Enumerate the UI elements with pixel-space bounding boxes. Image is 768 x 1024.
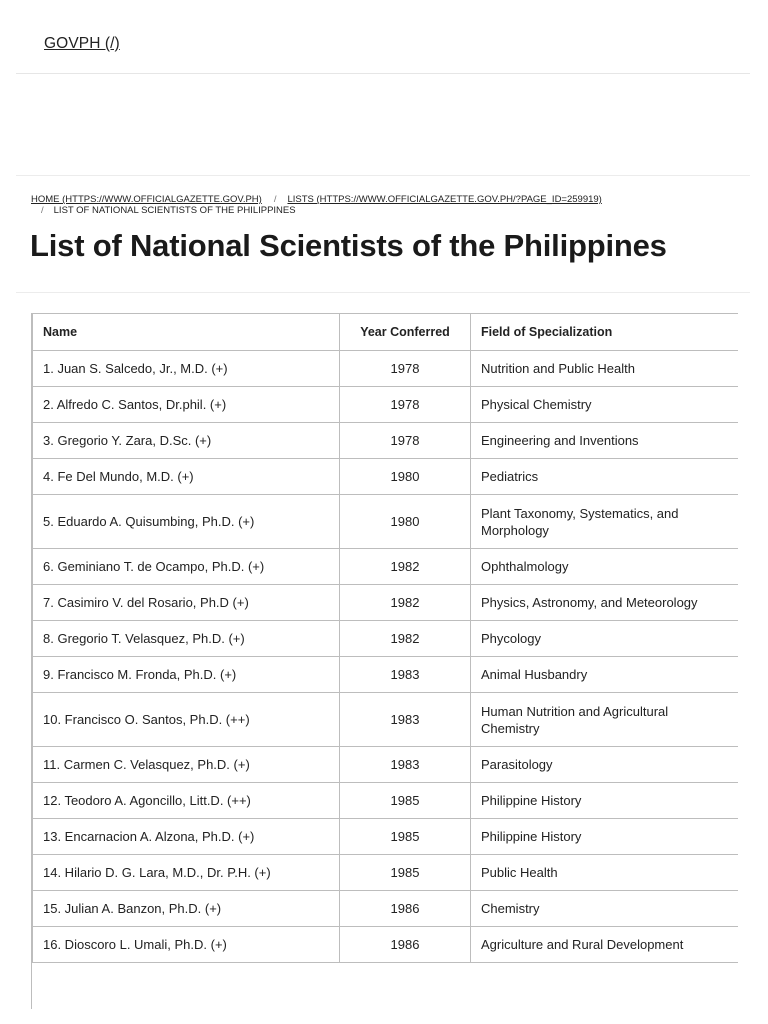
cell-field: Philippine History — [471, 819, 739, 855]
cell-name: 12. Teodoro A. Agoncillo, Litt.D. (++) — [33, 783, 340, 819]
cell-field: Pediatrics — [471, 459, 739, 495]
breadcrumb — [31, 194, 751, 216]
cell-field: Phycology — [471, 621, 739, 657]
cell-field: Physics, Astronomy, and Meteorology — [471, 585, 739, 621]
cell-name: 8. Gregorio T. Velasquez, Ph.D. (+) — [33, 621, 340, 657]
scientists-table — [32, 313, 738, 963]
table-row — [33, 585, 739, 621]
cell-field: Ophthalmology — [471, 549, 739, 585]
top-navbar — [16, 0, 750, 74]
table-row — [33, 459, 739, 495]
cell-field: Plant Taxonomy, Systematics, and Morphology — [471, 495, 739, 549]
breadcrumb-separator: / — [41, 205, 44, 216]
banner-space — [16, 74, 750, 176]
cell-year: 1986 — [340, 927, 471, 963]
cell-name: 11. Carmen C. Velasquez, Ph.D. (+) — [33, 747, 340, 783]
table-row — [33, 927, 739, 963]
cell-name: 3. Gregorio Y. Zara, D.Sc. (+) — [33, 423, 340, 459]
cell-name: 10. Francisco O. Santos, Ph.D. (++) — [33, 693, 340, 747]
cell-year: 1985 — [340, 819, 471, 855]
breadcrumb-current: LIST OF NATIONAL SCIENTISTS OF THE PHILIPPINES — [53, 205, 296, 216]
govph-home-link[interactable]: GOVPH (/) — [44, 35, 120, 52]
cell-field: Philippine History — [471, 783, 739, 819]
cell-field: Physical Chemistry — [471, 387, 739, 423]
cell-year: 1982 — [340, 621, 471, 657]
table-row — [33, 891, 739, 927]
cell-year: 1982 — [340, 585, 471, 621]
table-row — [33, 693, 739, 747]
cell-field: Animal Husbandry — [471, 657, 739, 693]
breadcrumb-lists-link[interactable]: LISTS (HTTPS://WWW.OFFICIALGAZETTE.GOV.PH/?PAGE_ID=259919) — [287, 194, 602, 205]
column-header-name: Name — [33, 314, 340, 351]
cell-name: 5. Eduardo A. Quisumbing, Ph.D. (+) — [33, 495, 340, 549]
cell-year: 1983 — [340, 657, 471, 693]
cell-field: Parasitology — [471, 747, 739, 783]
cell-field: Agriculture and Rural Development — [471, 927, 739, 963]
cell-name: 1. Juan S. Salcedo, Jr., M.D. (+) — [33, 351, 340, 387]
column-header-field: Field of Specialization — [471, 314, 739, 351]
cell-name: 14. Hilario D. G. Lara, M.D., Dr. P.H. (+) — [33, 855, 340, 891]
table-row — [33, 495, 739, 549]
cell-name: 16. Dioscoro L. Umali, Ph.D. (+) — [33, 927, 340, 963]
cell-name: 2. Alfredo C. Santos, Dr.phil. (+) — [33, 387, 340, 423]
table-row — [33, 657, 739, 693]
cell-name: 4. Fe Del Mundo, M.D. (+) — [33, 459, 340, 495]
cell-year: 1985 — [340, 855, 471, 891]
cell-year: 1983 — [340, 693, 471, 747]
table-row — [33, 351, 739, 387]
table-row — [33, 621, 739, 657]
scientists-table-container — [31, 313, 738, 1009]
cell-year: 1978 — [340, 387, 471, 423]
cell-year: 1985 — [340, 783, 471, 819]
title-divider — [16, 292, 750, 293]
breadcrumb-line-2 — [31, 205, 751, 216]
cell-year: 1982 — [340, 549, 471, 585]
cell-year: 1980 — [340, 459, 471, 495]
page-title: List of National Scientists of the Philippines — [30, 228, 667, 263]
breadcrumb-line-1 — [31, 194, 751, 205]
cell-year: 1986 — [340, 891, 471, 927]
cell-field: Human Nutrition and Agricultural Chemistry — [471, 693, 739, 747]
cell-field: Engineering and Inventions — [471, 423, 739, 459]
table-row — [33, 747, 739, 783]
cell-name: 15. Julian A. Banzon, Ph.D. (+) — [33, 891, 340, 927]
cell-name: 9. Francisco M. Fronda, Ph.D. (+) — [33, 657, 340, 693]
cell-name: 13. Encarnacion A. Alzona, Ph.D. (+) — [33, 819, 340, 855]
table-row — [33, 387, 739, 423]
cell-year: 1978 — [340, 351, 471, 387]
table-row — [33, 783, 739, 819]
cell-field: Chemistry — [471, 891, 739, 927]
table-row — [33, 423, 739, 459]
column-header-year: Year Conferred — [340, 314, 471, 351]
cell-year: 1978 — [340, 423, 471, 459]
cell-field: Nutrition and Public Health — [471, 351, 739, 387]
table-row — [33, 855, 739, 891]
breadcrumb-separator: / — [273, 194, 277, 205]
breadcrumb-home-link[interactable]: HOME (HTTPS://WWW.OFFICIALGAZETTE.GOV.PH) — [31, 194, 262, 205]
cell-name: 6. Geminiano T. de Ocampo, Ph.D. (+) — [33, 549, 340, 585]
cell-year: 1983 — [340, 747, 471, 783]
cell-field: Public Health — [471, 855, 739, 891]
table-header-row — [33, 314, 739, 351]
cell-year: 1980 — [340, 495, 471, 549]
table-row — [33, 549, 739, 585]
table-row — [33, 819, 739, 855]
cell-name: 7. Casimiro V. del Rosario, Ph.D (+) — [33, 585, 340, 621]
